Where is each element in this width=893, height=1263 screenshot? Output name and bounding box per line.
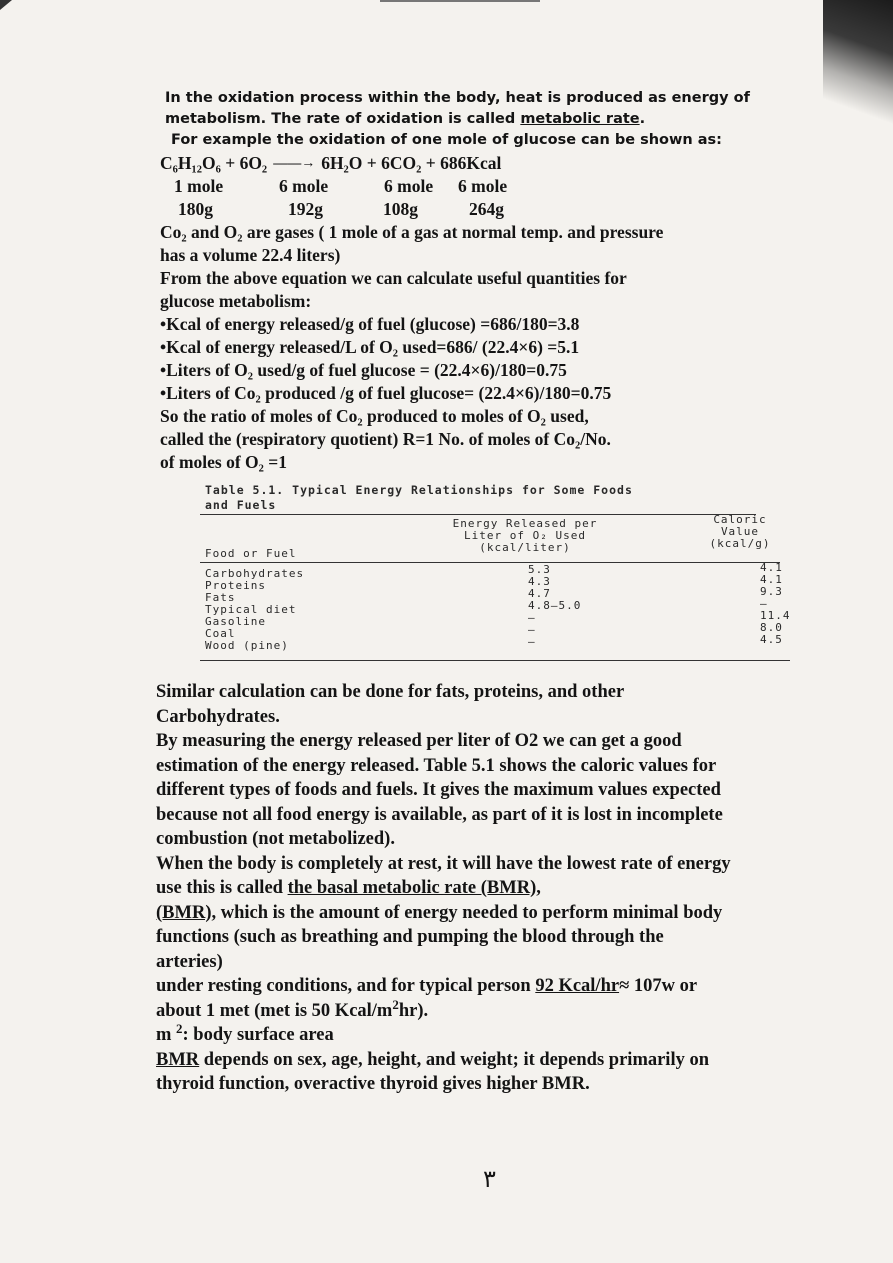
table-top-rule	[200, 514, 756, 515]
table-cell: 4.1	[760, 561, 783, 574]
table-row: Gasoline	[205, 615, 266, 628]
table-row: Coal	[205, 627, 236, 640]
body-line-14: about 1 met (met is 50 Kcal/$m^2hr$).	[156, 996, 429, 1021]
col-food-header: Food or Fuel	[205, 547, 297, 560]
table-header-rule	[200, 562, 780, 563]
body-line-2: Carbohydrates.	[156, 706, 280, 727]
body-line-11: functions (such as breathing and pumping the blood through the	[156, 927, 664, 947]
page-number: ٣	[483, 1165, 496, 1193]
table-row: Typical diet	[205, 603, 297, 616]
bullet-2: •Kcal of energy released/L of O₂ used=686/ (22.4×6) =5.1	[160, 337, 580, 357]
table-row: Carbohydrates	[205, 567, 305, 580]
body-line-9: use this is called the basal metabolic rate (BMR),	[156, 878, 541, 898]
table-cell: 8.0	[760, 621, 783, 634]
col-energy-header: Energy Released per Liter of O₂ Used (kcal/liter)	[452, 517, 598, 554]
table-cell: 4.7	[528, 587, 551, 600]
body-line-6: because not all food energy is available, as part of it is lost in incomplete	[156, 804, 723, 825]
table-cell: 9.3	[760, 585, 783, 598]
table-row: Fats	[205, 591, 236, 604]
table-row: Wood (pine)	[205, 639, 289, 652]
reaction-arrow: ——→	[273, 156, 316, 171]
col-caloric-header: Caloric Value (kcal/g)	[709, 513, 771, 550]
example-intro: For example the oxidation of one mole of glucose can be shown as:	[171, 132, 722, 148]
table-caption: Table 5.1. Typical Energy Relationships for Some Foods and Fuels	[205, 483, 633, 512]
intro-block	[165, 88, 805, 151]
table-cell: 11.4	[760, 609, 791, 622]
body-line-1: Similar calculation can be done for fats, proteins, and other	[156, 682, 625, 702]
table-cell: —	[528, 635, 536, 648]
table-bottom-rule	[200, 660, 790, 661]
body-block	[156, 680, 856, 1097]
table-cell: —	[528, 611, 536, 624]
body-line-12: arteries)	[156, 951, 223, 972]
body-line-15: m $^2$: body surface area	[156, 1020, 334, 1045]
body-line-4: estimation of the energy released. Table 5.1 shows the caloric values for	[156, 755, 717, 776]
intro-line-2: metabolism. The rate of oxidation is called metabolic rate.	[165, 111, 646, 127]
gas-note-2: has a volume 22.4 liters)	[160, 245, 341, 265]
scan-top-rule	[380, 0, 540, 2]
moles-row: 1 mole 6 mole 6 mole 6 mole	[174, 176, 508, 196]
table-cell: 4.3	[528, 575, 551, 588]
ratio-line-3: of moles of O₂ =1	[160, 452, 288, 472]
table-cell: 5.3	[528, 563, 551, 576]
body-line-13: under resting conditions, and for typical person 92 Kcal/hr≈ 107w or	[156, 976, 698, 996]
calc-intro-1: From the above equation we can calculate useful quantities for	[160, 268, 627, 288]
body-line-10: (BMR), which is the amount of energy needed to perform minimal body	[156, 902, 723, 923]
body-line-16: BMR depends on sex, age, height, and weight; it depends primarily on	[156, 1049, 710, 1070]
col-food	[205, 568, 304, 652]
col-energy	[528, 564, 581, 648]
scan-shadow	[823, 0, 893, 130]
ratio-line-2: called the (respiratory quotient) R=1 No. of moles of Co₂/No.	[160, 429, 611, 449]
bullet-1: •Kcal of energy released/g of fuel (glucose) =686/180=3.8	[160, 314, 580, 334]
metabolic-rate-term: metabolic rate	[520, 111, 640, 127]
body-line-17: thyroid function, overactive thyroid gives higher BMR.	[156, 1074, 590, 1094]
body-line-5: different types of foods and fuels. It gives the maximum values expected	[156, 780, 721, 800]
calc-intro-2: glucose metabolism:	[160, 291, 312, 311]
bmr-term: the basal metabolic rate (BMR),	[287, 878, 541, 898]
equation-block	[160, 152, 800, 474]
intro-line-1: In the oxidation process within the body, heat is produced as energy of	[165, 90, 750, 106]
typical-bmr-value: 92 Kcal/hr	[535, 976, 620, 996]
table-cell: 4.8–5.0	[528, 599, 582, 612]
table-cell: —	[528, 623, 536, 636]
glucose-equation: C₆H₁₂O₆ + 6O₂ ——→ 6H₂O + 6CO₂ + 686Kcal	[160, 153, 502, 173]
gas-note-1: Co₂ and O₂ are gases ( 1 mole of a gas at normal temp. and pressure	[160, 222, 664, 242]
table-cell: —	[760, 597, 768, 610]
grams-row: 180g 192g 108g 264g	[178, 199, 504, 219]
energy-table	[200, 478, 790, 668]
table-cell: 4.1	[760, 573, 783, 586]
table-row: Proteins	[205, 579, 266, 592]
table-cell: 4.5	[760, 633, 783, 646]
body-line-8: When the body is completely at rest, it will have the lowest rate of energy	[156, 853, 731, 874]
bullet-4: •Liters of Co₂ produced /g of fuel glucose= (22.4×6)/180=0.75	[160, 383, 612, 403]
body-line-3: By measuring the energy released per liter of O2 we can get a good	[156, 731, 682, 751]
body-line-7: combustion (not metabolized).	[156, 829, 395, 849]
ratio-line-1: So the ratio of moles of Co₂ produced to moles of O₂ used,	[160, 406, 589, 426]
bullet-3: •Liters of O₂ used/g of fuel glucose = (22.4×6)/180=0.75	[160, 360, 567, 380]
scan-corner-mark	[0, 0, 12, 10]
col-caloric	[760, 562, 791, 646]
